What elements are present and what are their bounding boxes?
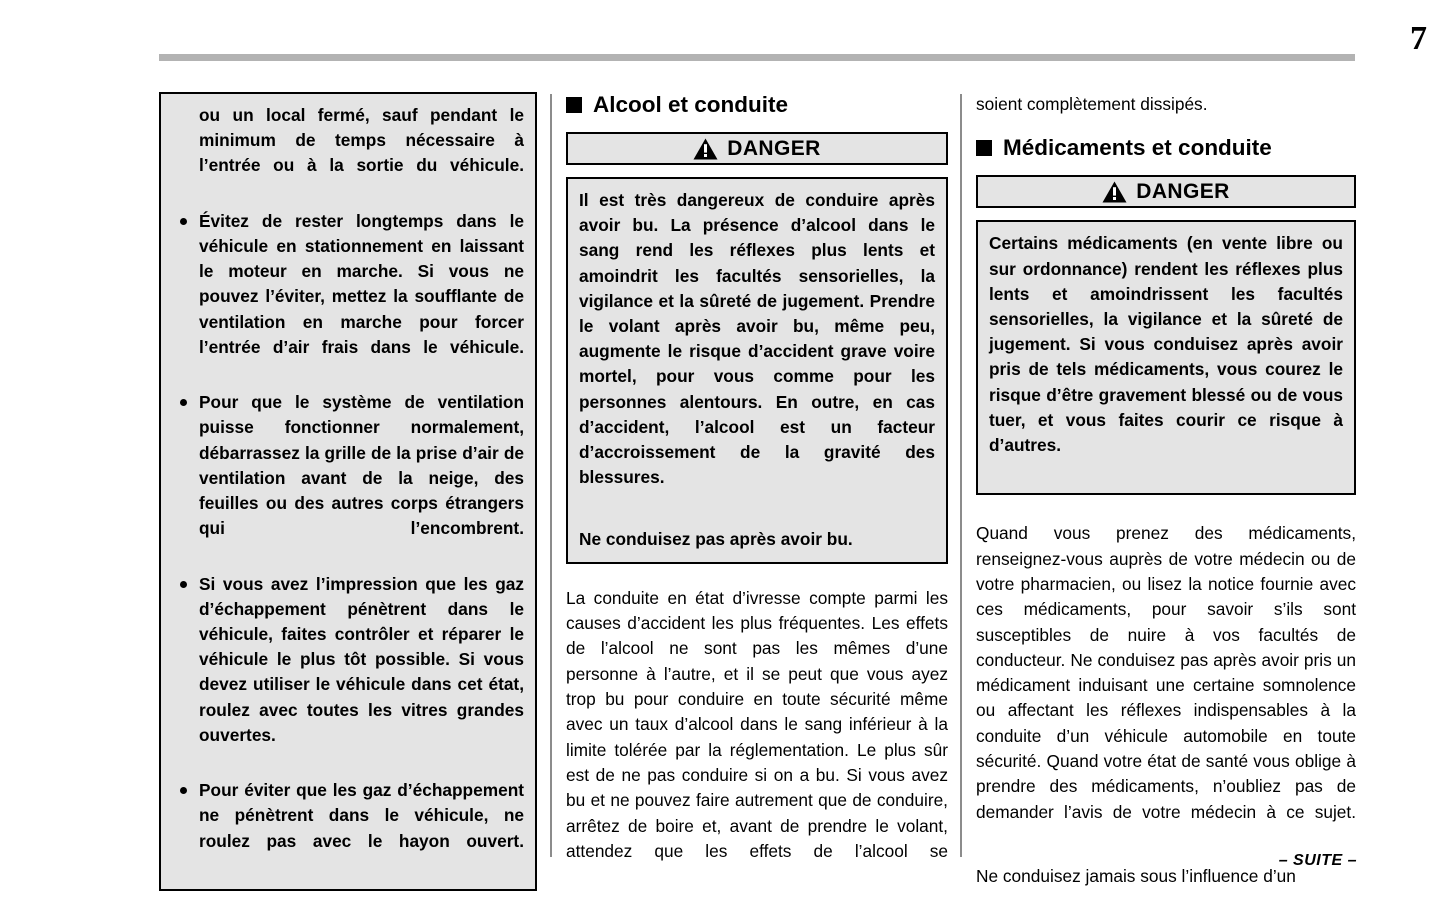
- column-right: [976, 92, 1356, 887]
- section-heading-medicaments: [976, 135, 1356, 161]
- spacer: [976, 495, 1356, 521]
- footer-continued-note: – SUITE –: [1278, 852, 1357, 869]
- column-left: [159, 92, 537, 867]
- right-continued-text: [976, 92, 1356, 117]
- paragraph: soient complètement dissipés.: [976, 94, 1208, 114]
- danger-banner-alcool: [566, 132, 948, 165]
- header-rule: [159, 54, 1355, 61]
- bullet-dot-icon: [180, 218, 187, 225]
- danger-body-box-alcool: [566, 177, 948, 564]
- spacer: [566, 564, 948, 586]
- section-heading-alcool: [566, 92, 948, 118]
- warning-triangle-icon: [693, 138, 718, 160]
- column-middle: [566, 92, 948, 867]
- section-heading-label: Médicaments et conduite: [1003, 135, 1272, 161]
- paragraph-text: Quand vous prenez des médicaments, renseignez-vous auprès de votre médecin ou de votre pharmacien, ou lisez la notice fournie avec ces médicaments, pour savoir s’ils sont susceptibles de nuire à vos facultés de conducteur. Ne conduisez pas après avoir pris un médicament induisant une certaine somnolence ou affectant les réflexes indispensables à la conduite d’un véhicule automobile en toute sécurité. Quand votre état de santé vous oblige à prendre des médicaments, n’oubliez pas de demander l’avis de votre médecin à ce sujet.: [976, 523, 1356, 822]
- section-heading-label: Alcool et conduite: [593, 92, 789, 117]
- danger-body-paragraph: Il est très dangereux de conduire après avoir bu. La présence d’alcool dans le sang rend les réflexes plus lents et amoindrit les facultés sensorielles, la vigilance et la sûreté de jugement. Prendre le volant après avoir bu, même peu, augmente le risque d’accident grave voire mortel, pour vous comme pour les personnes alentours. En outre, en cas d’accident, l’alcool est un facteur d’accroissement de la gravité des blessures.: [579, 190, 935, 488]
- right-body-text: [976, 521, 1356, 889]
- list-item: [172, 572, 524, 774]
- list-item: [172, 390, 524, 566]
- spacer: [566, 118, 948, 132]
- danger-label: DANGER: [727, 137, 821, 160]
- warning-triangle-icon: [1102, 181, 1127, 203]
- danger-banner-medicaments: [976, 175, 1356, 208]
- paragraph-text: La conduite en état d’ivresse compte parmi les causes d’accident les plus fréquentes. Les effets de l’alcool ne sont pas les mêmes d’une personne à l’autre, et il se peut que vous ayez trop bu pour conduire en toute sécurité même avec un taux d’alcool dans le sang inférieur à la limite tolérée par la réglementation. Le plus sûr est de ne pas conduire si on a bu. Si vous avez bu et ne pouvez faire autrement que de conduire, arrêtez de boire et, avant de prendre le volant, attendez que les effets de l’alcool se: [566, 587, 948, 861]
- paragraph: Ne conduisez jamais sous l’influence d’un: [976, 866, 1296, 887]
- bullet-dot-icon: [180, 787, 187, 794]
- danger-body-paragraph: Certains médicaments (en vente libre ou sur ordonnance) rendent les réflexes plus lents et amoindrissent les facultés sensorielles, la vigilance et la sûreté de jugement. Si vous conduisez après avoir pris de tels médicaments, vous courez le risque d’être gravement blessé ou de vous tuer, et vous faites courir ce risque à d’autres.: [989, 233, 1343, 455]
- column-divider-left: [550, 94, 552, 857]
- spacer: [976, 161, 1356, 175]
- danger-body-box-medicaments: [976, 220, 1356, 495]
- list-item: [172, 778, 524, 879]
- danger-label: DANGER: [1136, 180, 1230, 204]
- danger-closing-text: Ne conduisez pas après avoir bu.: [579, 528, 853, 549]
- warning-item-text: Évitez de rester longtemps dans le véhicule en stationnement en laissant le moteur en marche. Si vous ne pouvez l’éviter, mettez la soufflante de ventilation en marche pour forcer l’entrée d’air frais dans le véhicule.: [199, 210, 524, 357]
- paragraph: [976, 521, 1356, 850]
- page-number: 7: [1410, 20, 1427, 57]
- exhaust-warning-box: [159, 92, 537, 891]
- paragraph: [566, 586, 948, 890]
- list-item: [172, 209, 524, 385]
- middle-body-text: [566, 586, 948, 890]
- bullet-dot-icon: [180, 581, 187, 588]
- danger-body-text: [989, 231, 1343, 483]
- warning-item-text: Si vous avez l’impression que les gaz d’échappement pénètrent dans le véhicule, faites contrôler et réparer le véhicule le plus tôt possible. Si vous devez utiliser le véhicule dans cet état, roulez avec toutes les vitres grandes ouvertes.: [199, 573, 524, 745]
- column-divider-right: [960, 94, 962, 857]
- page-columns: [0, 92, 1445, 887]
- list-item: [172, 103, 524, 204]
- square-bullet-icon: [566, 97, 582, 113]
- warning-bullet-list: [172, 103, 524, 879]
- warning-item-text: Pour éviter que les gaz d’échappement ne pénètrent dans le véhicule, ne roulez pas avec le hayon ouvert.: [199, 780, 524, 851]
- bullet-dot-icon: [180, 399, 187, 406]
- square-bullet-icon: [976, 140, 992, 156]
- warning-item-text: ou un local fermé, sauf pendant le minimum de temps nécessaire à l’entrée ou à la sortie du véhicule.: [199, 105, 524, 176]
- spacer: [566, 165, 948, 177]
- danger-body-text: [579, 188, 935, 516]
- spacer: [976, 208, 1356, 220]
- warning-item-text: Pour que le système de ventilation puisse fonctionner normalement, débarrassez la grille de la prise d’air de ventilation avant de la neige, des feuilles ou des autres corps étrangers qui l’encombrent.: [199, 392, 524, 539]
- spacer: [976, 117, 1356, 135]
